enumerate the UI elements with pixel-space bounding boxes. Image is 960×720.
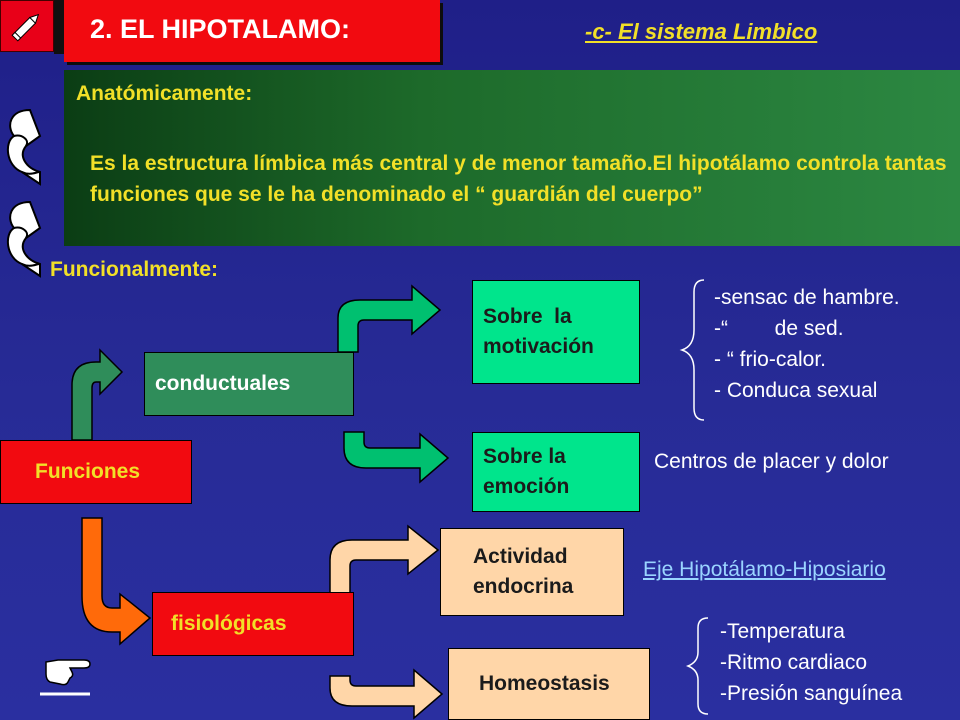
brace-motivation bbox=[682, 280, 704, 420]
anatomy-body: Es la estructura límbica más central y de menor tamaño.El hipotálamo controla tantas funciones que se le ha denominado el “ guardián del cuerpo” bbox=[90, 152, 947, 206]
conductuales-box bbox=[144, 352, 354, 416]
arrow-to-homeostasis bbox=[330, 670, 442, 718]
homeostasis-label: Homeostasis bbox=[479, 672, 610, 695]
arrow-to-emocion bbox=[344, 432, 448, 482]
arrow-to-conductuales bbox=[72, 350, 122, 440]
emotion-note: Centros de placer y dolor bbox=[654, 450, 889, 473]
endocrina-label: Actividad endocrina bbox=[473, 545, 574, 598]
list-item: - “ frio-calor. bbox=[714, 348, 827, 371]
funciones-label: Funciones bbox=[35, 460, 141, 483]
funciones-box bbox=[0, 440, 192, 504]
page-subtitle: -c- El sistema Limbico bbox=[585, 19, 818, 44]
motivacion-box bbox=[472, 280, 640, 384]
list-item: -Temperatura bbox=[720, 620, 845, 643]
arrow-to-motivacion bbox=[338, 286, 440, 352]
emocion-box bbox=[472, 432, 640, 512]
arrow-to-fisiologicas bbox=[82, 518, 150, 644]
homeostasis-box bbox=[448, 648, 650, 720]
list-item: -Presión sanguínea bbox=[720, 682, 903, 705]
endocrine-link[interactable]: Eje Hipotálamo-Hiposiario bbox=[643, 558, 886, 581]
homeostasis-list bbox=[720, 616, 902, 709]
list-item: -Ritmo cardiaco bbox=[720, 651, 868, 674]
emocion-label: Sobre la emoción bbox=[483, 445, 570, 498]
page-title: 2. EL HIPOTALAMO: bbox=[90, 14, 351, 44]
conductuales-label: conductuales bbox=[155, 372, 291, 395]
fisiologicas-box bbox=[152, 592, 354, 656]
anatomy-heading: Anatómicamente: bbox=[76, 82, 253, 105]
list-item: - Conduca sexual bbox=[714, 379, 878, 402]
list-item: -“ de sed. bbox=[714, 317, 844, 340]
endocrina-box bbox=[440, 528, 624, 616]
arrow-to-endocrina bbox=[330, 526, 438, 594]
functional-heading: Funcionalmente: bbox=[50, 258, 219, 281]
pointing-hand-icon[interactable] bbox=[40, 652, 96, 698]
motivacion-label: Sobre la motivación bbox=[483, 305, 594, 358]
motivation-list bbox=[714, 282, 900, 406]
list-item: -sensac de hambre. bbox=[714, 286, 900, 309]
brace-homeostasis bbox=[688, 618, 708, 714]
fisiologicas-label: fisiológicas bbox=[171, 612, 287, 635]
